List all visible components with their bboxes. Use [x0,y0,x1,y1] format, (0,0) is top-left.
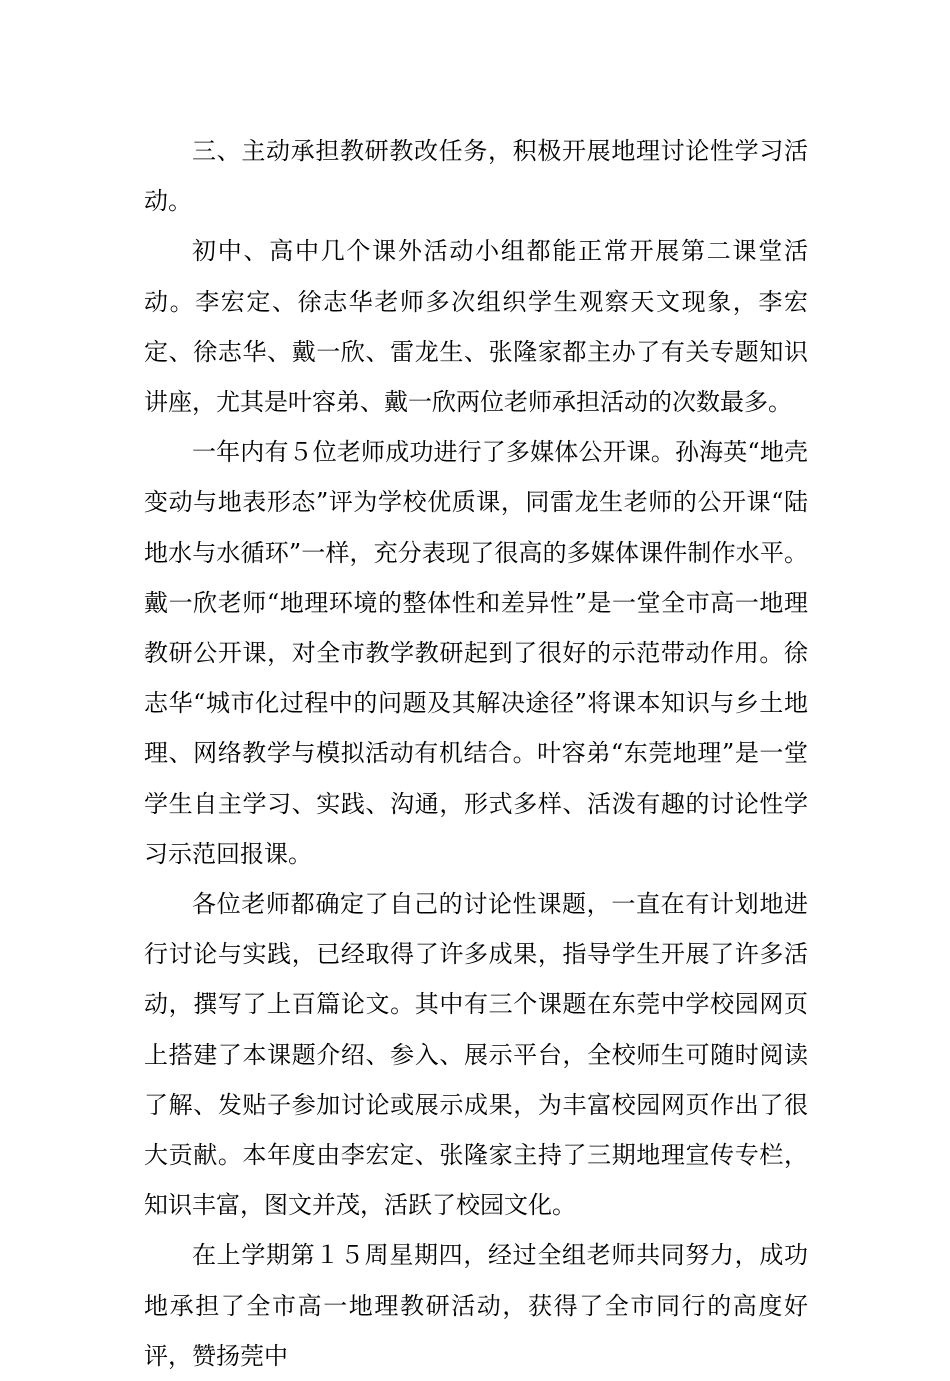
paragraph-multimedia-open-classes: 一年内有５位老师成功进行了多媒体公开课。孙海英“地壳变动与地表形态”评为学校优质课，同雷龙生老师的公开课“陆地水与水循环”一样，充分表现了很高的多媒体课件制作水平。戴一欣老师“地理环境的整体性和差异性”是一堂全市高一地理教研公开课，对全市教学教研起到了很好的示范带动作用。徐志华“城市化过程中的问题及其解决途径”将课本知识与乡土地理、网络教学与模拟活动有机结合。叶容弟“东莞地理”是一堂学生自主学习、实践、沟通，形式多样、活泼有趣的讨论性学习示范回报课。 [144,438,808,868]
document-body [144,126,808,1381]
paragraph-section-heading: 三、主动承担教研教改任务，积极开展地理讨论性学习活动。 [144,137,808,216]
paragraph-extracurricular-activities: 初中、高中几个课外活动小组都能正常开展第二课堂活动。李宏定、徐志华老师多次组织学生观察天文现象，李宏定、徐志华、戴一欣、雷龙生、张隆家都主办了有关专题知识讲座，尤其是叶容弟、戴一欣两位老师承担活动的次数最多。 [144,237,808,417]
paragraph-research-topics: 各位老师都确定了自己的讨论性课题，一直在有计划地进行讨论与实践，已经取得了许多成果，指导学生开展了许多活动，撰写了上百篇论文。其中有三个课题在东莞中学校园网页上搭建了本课题介绍、参入、展示平台，全校师生可随时阅读了解、发贴子参加讨论或展示成果，为丰富校园网页作出了很大贡献。本年度由李宏定、张隆家主持了三期地理宣传专栏，知识丰富，图文并茂，活跃了校园文化。 [144,890,808,1220]
paragraph-citywide-teaching-event: 在上学期第１５周星期四，经过全组老师共同努力，成功地承担了全市高一地理教研活动，获得了全市同行的高度好评，赞扬莞中 [144,1241,808,1370]
